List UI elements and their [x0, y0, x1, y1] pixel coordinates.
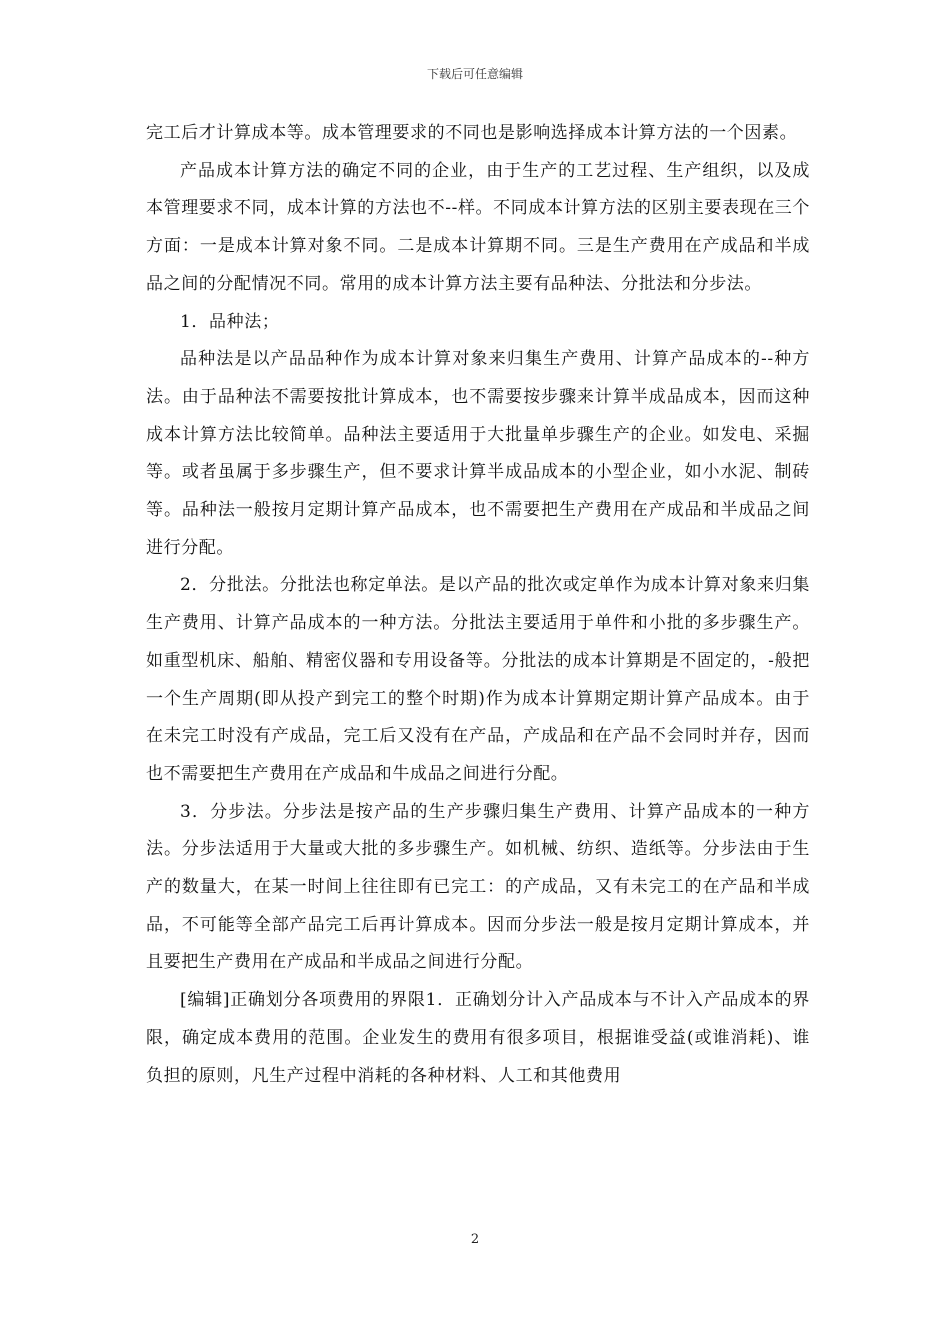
- paragraph-expense-boundaries: [编辑]正确划分各项费用的界限1．正确划分计入产品成本与不计入产品成本的界限，确定成本费用的范围。企业发生的费用有很多项目，根据谁受益(或谁消耗)、谁负担的原则，凡生产过程中消耗的各种材料、人工和其他费用: [146, 990, 810, 1086]
- paragraph-continuation: 完工后才计算成本等。成本管理要求的不同也是影响选择成本计算方法的一个因素。: [146, 123, 798, 143]
- paragraph-cost-methods-intro: 产品成本计算方法的确定不同的企业，由于生产的工艺过程、生产组织，以及成本管理要求不同，成本计算的方法也不--样。不同成本计算方法的区别主要表现在三个方面：一是成本计算对象不同。二是成本计算期不同。三是生产费用在产成品和半成品之间的分配情况不同。常用的成本计算方法主要有品种法、分批法和分步法。: [146, 160, 810, 294]
- document-body: [146, 115, 810, 1095]
- paragraph-variety-method: 品种法是以产品品种作为成本计算对象来归集生产费用、计算产品成本的--种方法。由于品种法不需要按批计算成本，也不需要按步骤来计算半成品成本，因而这种成本计算方法比较简单。品种法主要适用于大批量单步骤生产的企业。如发电、采掘等。或者虽属于多步骤生产，但不要求计算半成品成本的小型企业，如小水泥、制砖等。品种法一般按月定期计算产品成本，也不需要把生产费用在产成品和半成品之间进行分配。: [146, 349, 810, 558]
- paragraph-step-method: 3．分步法。分步法是按产品的生产步骤归集生产费用、计算产品成本的一种方法。分步法适用于大量或大批的多步骤生产。如机械、纺织、造纸等。分步法由于生产的数量大，在某一时间上往往即有已完工：的产成品，又有未完工的在产品和半成品，不可能等全部产品完工后再计算成本。因而分步法一般是按月定期计算成本，并且要把生产费用在产成品和半成品之间进行分配。: [146, 801, 810, 973]
- page-number: 2: [470, 1232, 480, 1247]
- heading-variety-method: 1．品种法；: [180, 311, 280, 332]
- paragraph-batch-method: 2．分批法。分批法也称定单法。是以产品的批次或定单作为成本计算对象来归集生产费用、计算产品成本的一种方法。分批法主要适用于单件和小批的多步骤生产。如重型机床、船舶、精密仪器和专用设备等。分批法的成本计算期是不固定的，-般把一个生产周期(即从投产到完工的整个时期)作为成本计算期定期计算产品成本。由于在未完工时没有产成品，完工后又没有在产品，产成品和在产品不会同时并存，因而也不需要把生产费用在产成品和牛成品之间进行分配。: [146, 575, 810, 784]
- page-header: 下载后可任意编辑: [426, 67, 523, 81]
